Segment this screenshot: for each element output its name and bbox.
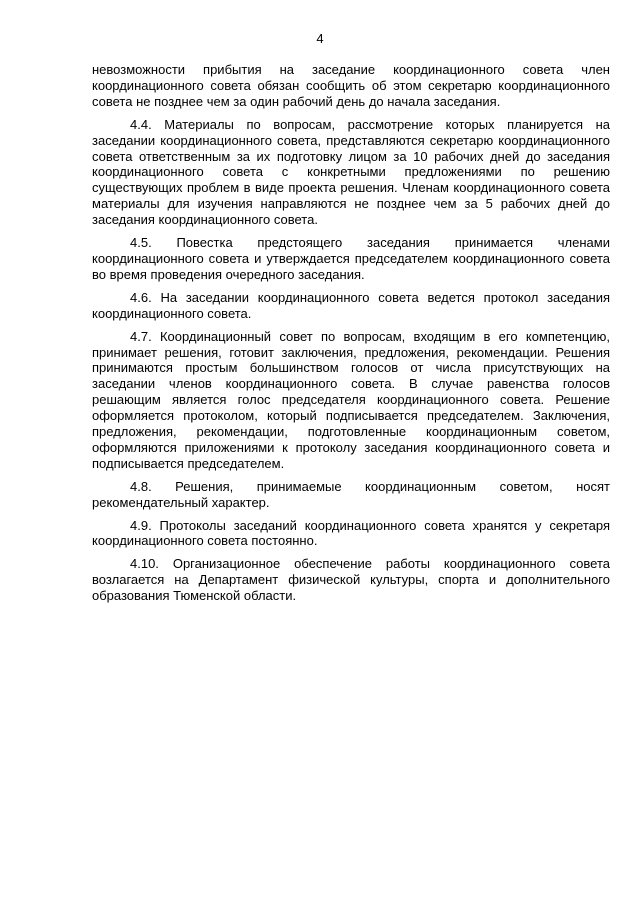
paragraph-4-10: 4.10. Организационное обеспечение работы координационного совета возлагается на Департамент физической культуры, спорта и дополнительного образования Тюменской области. [92,556,610,604]
document-body [92,62,610,611]
paragraph-4-4: 4.4. Материалы по вопросам, рассмотрение которых планируется на заседании координационного совета, представляются секретарю координационного совета ответственным за их подготовку лицом за 10 рабочих дней до заседания координационного совета с конкретными предложениями по решению существующих проблем в виде проекта решения. Членам координационного совета материалы для изучения направляются не позднее чем за 5 рабочих дней до заседания координационного совета. [92,116,610,228]
paragraph-4-6: 4.6. На заседании координационного совета ведется протокол заседания координационного совета. [92,289,610,321]
paragraph-4-7: 4.7. Координационный совет по вопросам, входящим в его компетенцию, принимает решения, готовит заключения, предложения, рекомендации. Решения принимаются простым большинством голосов от числа присутствующих на заседании членов координационного совета. В случае равенства голосов решающим является голос председателя координационного совета. Решение оформляется протоколом, который подписывается председателем. Заключения, предложения, рекомендации, подготовленные координационным советом, оформляются приложениями к протоколу заседания координационного совета и подписывается председателем. [92,328,610,471]
paragraph-4-5: 4.5. Повестка предстоящего заседания принимается членами координационного совета и утверждается председателем координационного совета во время проведения очередного заседания. [92,235,610,282]
paragraph-4-8: 4.8. Решения, принимаемые координационным советом, носят рекомендательный характер. [92,478,610,510]
page-number: 4 [316,31,324,46]
paragraph-continuation: невозможности прибытия на заседание координационного совета член координационного совета обязан сообщить об этом секретарю координационного совета не позднее чем за один рабочий день до начала заседания. [92,62,610,109]
paragraph-4-9: 4.9. Протоколы заседаний координационного совета хранятся у секретаря координационного совета постоянно. [92,517,610,549]
